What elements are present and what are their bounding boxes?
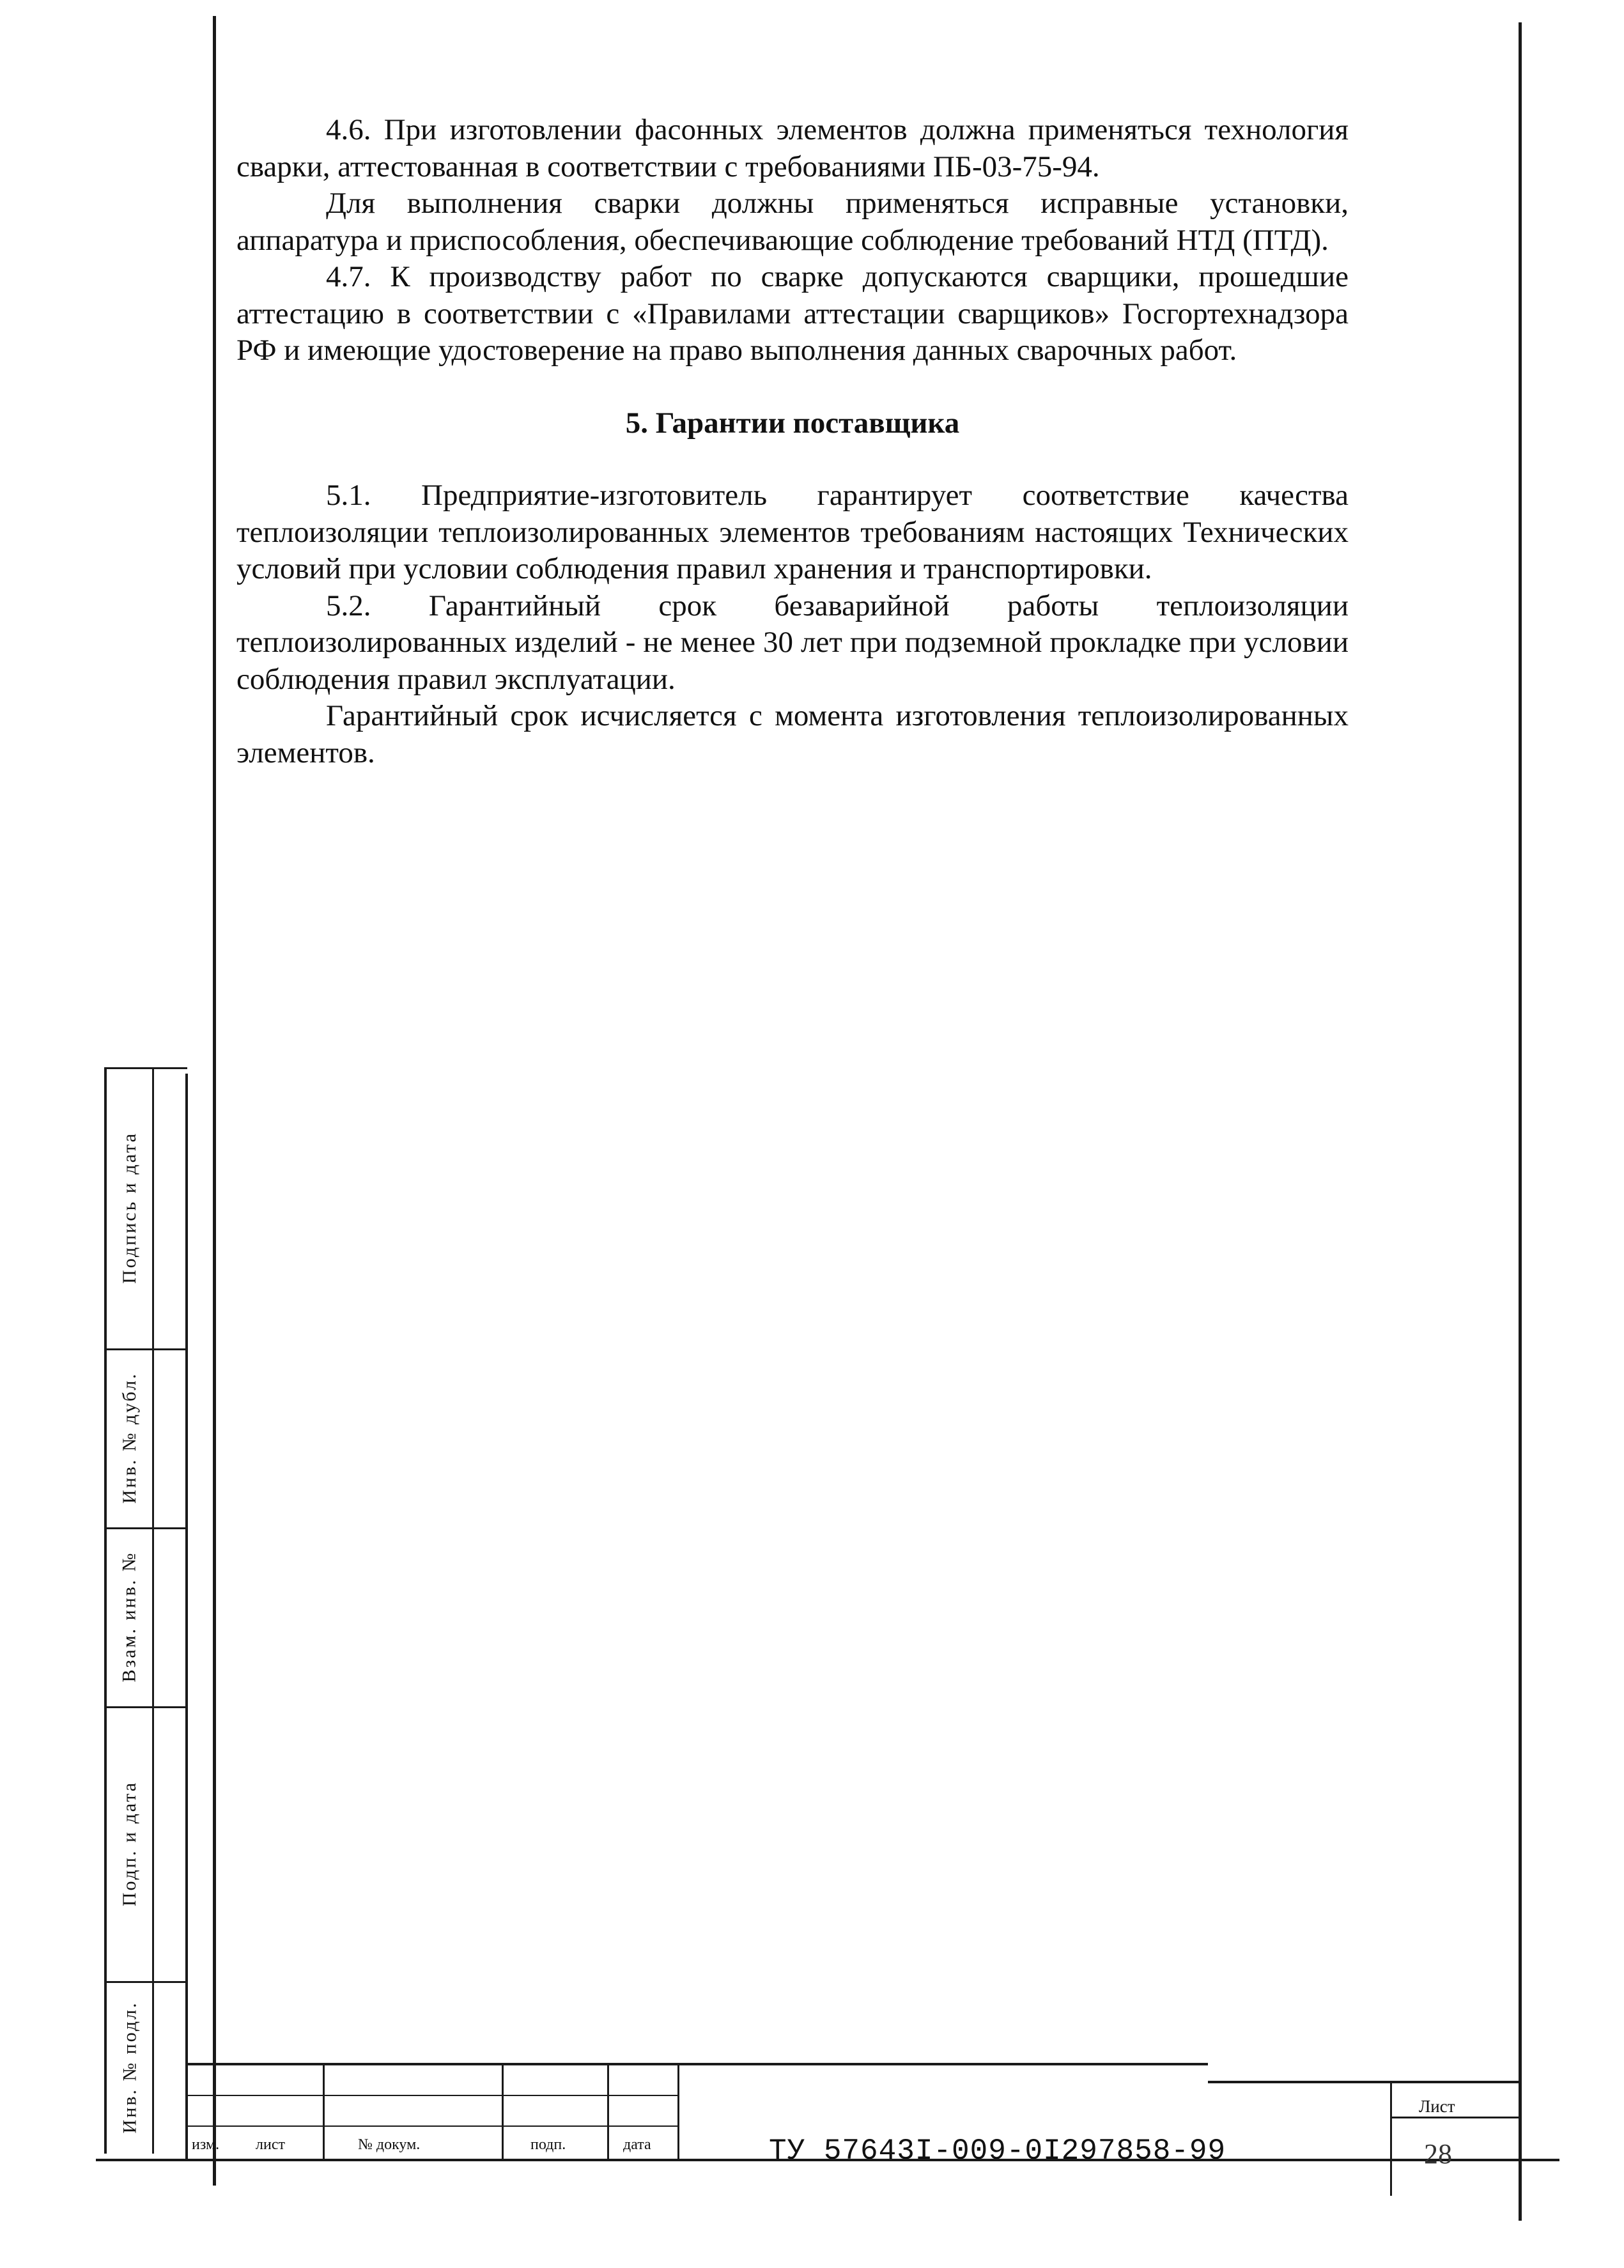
signature-col-label: подп.	[530, 2136, 566, 2153]
stamp-sep-4	[104, 1981, 187, 1983]
frame-left-border	[213, 16, 216, 2186]
title-col-4	[677, 2063, 679, 2159]
stamp-label-signature-date: Подпись и дата	[119, 1132, 141, 1284]
title-col-1	[323, 2063, 325, 2159]
title-col-3	[607, 2063, 609, 2159]
sheet-label: Лист	[1419, 2097, 1455, 2116]
stamp-sep-1	[104, 1348, 187, 1350]
stamp-outer-line	[104, 1067, 107, 2154]
list-col-label: лист	[256, 2136, 285, 2153]
title-block-left-line	[185, 2063, 188, 2159]
stamp-label-replacement-inv: Взам. инв. №	[119, 1551, 140, 1683]
title-block-top-line	[185, 2063, 1208, 2065]
title-col-2	[502, 2063, 504, 2159]
stamp-inner-line	[185, 1074, 188, 2147]
title-row-1	[185, 2095, 677, 2096]
document-body	[236, 112, 1349, 771]
stamp-label-original-inv: Инв. № подл.	[119, 2001, 140, 2134]
paragraph-5-1: 5.1. Предприятие-изготовитель гарантирует соответствие качества теплоизоляции теплоизолированных элементов требованиям настоящих Технических условий при условии соблюдения правил хранения и транспортировки.	[236, 479, 1349, 585]
section-5-heading: 5. Гарантии поставщика	[625, 406, 960, 440]
title-block-top-line-right	[1208, 2081, 1521, 2083]
sheet-box-left	[1390, 2081, 1392, 2196]
stamp-divider-line	[152, 1067, 154, 2154]
sheet-number: 28	[1424, 2138, 1452, 2170]
sheet-box-divider	[1390, 2117, 1521, 2118]
frame-right-border	[1519, 22, 1522, 2221]
doc-number-label: № докум.	[358, 2136, 421, 2153]
paragraph-5-2-note: Гарантийный срок исчисляется с момента изготовления теплоизолированных элементов.	[236, 699, 1349, 769]
izm-label: изм.	[192, 2136, 220, 2153]
stamp-sep-3	[104, 1706, 187, 1708]
stamp-label-sign-date: Подп. и дата	[119, 1780, 140, 1907]
date-col-label: дата	[623, 2136, 651, 2153]
paragraph-4-6-equipment: Для выполнения сварки должны применяться исправные установки, аппаратура и приспособления, обеспечивающие соблюдение требований НТД (ПТД).	[236, 187, 1349, 257]
document-code: ТУ 57643I-009-0I297858-99	[769, 2134, 1226, 2168]
stamp-top-line	[104, 1067, 187, 1069]
stamp-sep-2	[104, 1527, 187, 1529]
paragraph-4-7: 4.7. К производству работ по сварке допускаются сварщики, прошедшие аттестацию в соответствии с «Правилами аттестации сварщиков» Госгортехнадзора РФ и имеющие удостоверение на право выполнения данных сварочных работ.	[236, 260, 1349, 367]
stamp-label-dup-inv: Инв. № дубл.	[119, 1372, 140, 1504]
title-row-2	[185, 2125, 677, 2127]
paragraph-5-2: 5.2. Гарантийный срок безаварийной работы теплоизоляции теплоизолированных изделий - не менее 30 лет при подземной прокладке при условии соблюдения правил эксплуатации.	[236, 589, 1349, 696]
paragraph-4-6: 4.6. При изготовлении фасонных элементов должна применяться технология сварки, аттестованная в соответствии с требованиями ПБ-03-75-94.	[236, 113, 1349, 183]
